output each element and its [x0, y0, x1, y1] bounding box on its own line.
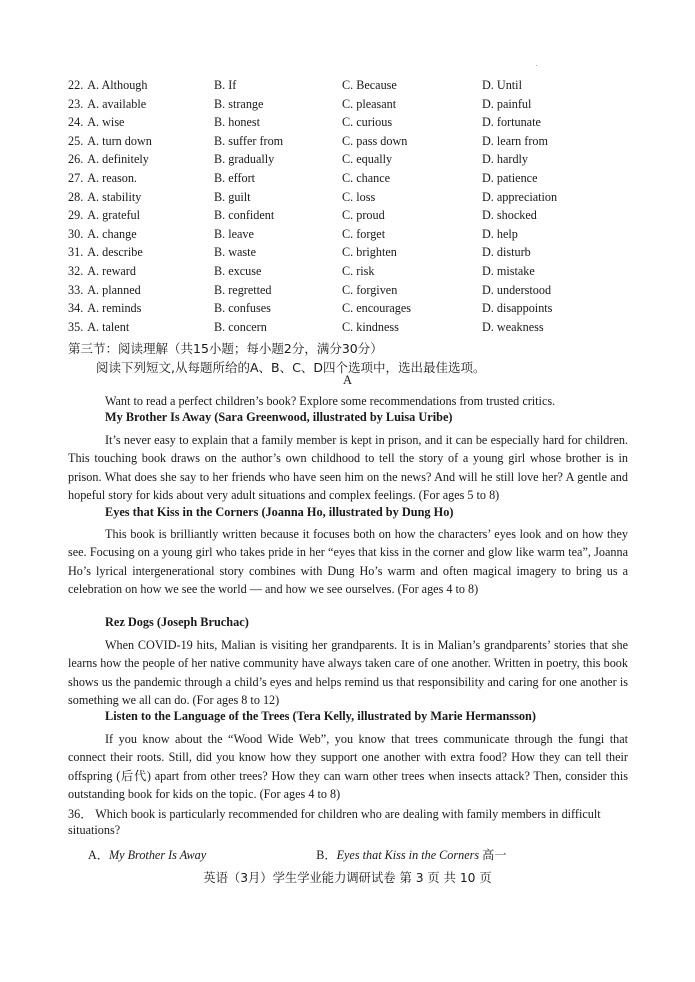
option-number: 22.	[68, 78, 84, 92]
option-b: B. If	[214, 78, 237, 92]
option-b: B. regretted	[214, 282, 272, 297]
option-number: 30.	[68, 226, 84, 241]
option-a: A. available	[87, 96, 147, 111]
option-row	[68, 262, 648, 281]
passage-letter: A	[342, 373, 353, 387]
book4-title: Listen to the Language of the Trees (Tera Kelly, illustrated by Marie Hermansson)	[105, 709, 536, 723]
option-b: B. excuse	[214, 263, 262, 278]
book3-text: When COVID-19 hits, Malian is visiting her grandparents. It is in Malian’s grandparents’ stories that she learns how the people of her native community have always taken care of one another. Written in poetry, this book shows us the pandemic through a child’s eyes and helps remind us that responsibility and caring for one another is something we all can do. (For ages 8 to 12)	[68, 638, 628, 707]
option-row	[68, 113, 648, 132]
option-number: 35.	[68, 319, 84, 334]
option-a: A. reward	[87, 263, 136, 278]
option-number: 28.	[68, 189, 84, 204]
book4-text: If you know about the “Wood Wide Web”, you know that trees communicate through the fungi that connect their roots. Still, did you know how they support one another with extra food? How they can tell their offspring (后代) apart from other trees? How they can warn other trees when insects attack? Then, consider this outstanding book for kids on the topic. (For ages 4 to 8)	[68, 732, 628, 801]
option-d: D. Until	[482, 78, 522, 92]
section-instruction: 阅读下列短文,从每题所给的A、B、C、D四个选项中，选出最佳选项。	[96, 360, 486, 375]
option-number-and-a	[68, 299, 214, 318]
option-b: B. honest	[214, 115, 261, 130]
page-dot: .	[536, 62, 538, 68]
option-row	[68, 281, 648, 300]
option-number-and-a	[68, 225, 214, 244]
option-number-and-a	[68, 95, 214, 114]
option-a: A. turn down	[87, 133, 152, 148]
option-c: C. pass down	[342, 133, 408, 148]
option-b: B. guilt	[214, 189, 251, 204]
question-36-options	[88, 846, 507, 863]
option-d: D. hardly	[482, 152, 529, 167]
option-d: D. painful	[482, 96, 532, 111]
option-d: D. fortunate	[482, 115, 541, 130]
option-number: 27.	[68, 170, 84, 185]
option-a: A. planned	[87, 282, 141, 297]
option-c: C. encourages	[342, 301, 412, 316]
option-b-label: B．	[316, 848, 337, 862]
option-d: D. disappoints	[482, 301, 553, 316]
option-a: A. reminds	[87, 301, 142, 316]
option-a-label: A．	[88, 848, 109, 862]
option-number-and-a	[68, 262, 214, 281]
option-d: D. patience	[482, 170, 538, 185]
option-d: D. understood	[482, 282, 552, 297]
option-c: C. kindness	[342, 319, 399, 334]
book3-title: Rez Dogs (Joseph Bruchac)	[105, 615, 249, 629]
option-b: B. effort	[214, 170, 256, 185]
option-number-and-a	[68, 76, 214, 95]
option-row	[68, 95, 648, 114]
option-c: C. forgiven	[342, 282, 398, 297]
option-d: D. mistake	[482, 263, 535, 278]
option-number-and-a	[68, 188, 214, 207]
question-text: Which book is particularly recommended for children who are dealing with family members in difficult situations?	[68, 807, 601, 837]
option-d: D. weakness	[482, 319, 544, 334]
option-c: C. pleasant	[342, 96, 397, 111]
option-d: D. help	[482, 226, 518, 241]
option-row	[68, 225, 648, 244]
book2-text: This book is brilliantly written because it focuses both on how the characters’ eyes look and on how they see. Focusing on a young girl who takes pride in her “eyes that kiss in the corner and glow like warm tea”, Joanna Ho’s lyrical intergenerational story combines with Dung Ho’s warm and often magical imagery to bring us a celebration on how we see the world — and how we see ourselves. (For ages 4 to 8)	[68, 527, 628, 596]
option-number-and-a	[68, 206, 214, 225]
option-row	[68, 299, 648, 318]
option-number: 34.	[68, 301, 84, 316]
option-d: D. learn from	[482, 133, 548, 148]
question-36	[68, 806, 628, 838]
option-row	[68, 132, 648, 151]
option-number: 33.	[68, 282, 84, 297]
option-b: B. suffer from	[214, 133, 284, 148]
book1-title: My Brother Is Away (Sara Greenwood, illustrated by Luisa Uribe)	[105, 410, 453, 424]
passage-intro: Want to read a perfect children’s book? Explore some recommendations from trusted critics.	[105, 394, 556, 408]
option-row	[68, 150, 648, 169]
book1-text: It’s never easy to explain that a family member is kept in prison, and it can be especially hard for children. This touching book draws on the author’s own childhood to tell the story of a young girl whose brother is in prison. What does she say to her friends who have seen him on the news? And will he still love her? A gentle and hopeful story for kids about very adult situations and complex feelings. (For ages 5 to 8)	[68, 433, 628, 502]
option-number-and-a	[68, 318, 214, 337]
option-b: B. strange	[214, 96, 264, 111]
option-number-and-a	[68, 132, 214, 151]
option-c: C. risk	[342, 263, 375, 278]
option-row	[68, 169, 648, 188]
page-footer: 英语（3月）学生学业能力调研试卷 第 3 页 共 10 页	[203, 871, 492, 885]
cloze-options-table	[68, 76, 648, 336]
option-c: C. loss	[342, 189, 376, 204]
book2-title: Eyes that Kiss in the Corners (Joanna Ho, illustrated by Dung Ho)	[105, 505, 454, 519]
grade-label: 高一	[482, 848, 507, 862]
option-row	[68, 318, 648, 337]
option-number: 26.	[68, 152, 84, 167]
question-number: 36．	[68, 807, 93, 821]
option-c: C. equally	[342, 152, 393, 167]
option-a: A. talent	[87, 319, 130, 334]
option-number: 24.	[68, 115, 84, 130]
option-number: 31.	[68, 245, 84, 260]
option-number: 23.	[68, 96, 84, 111]
option-number-and-a	[68, 281, 214, 300]
option-b: B. leave	[214, 226, 254, 241]
option-number-and-a	[68, 243, 214, 262]
option-row	[68, 243, 648, 262]
option-c: C. chance	[342, 170, 391, 185]
option-b: B. confident	[214, 208, 275, 223]
option-number-and-a	[68, 150, 214, 169]
option-number-and-a	[68, 169, 214, 188]
option-c: C. forget	[342, 226, 386, 241]
option-d: D. appreciation	[482, 189, 558, 204]
option-d: D. shocked	[482, 208, 537, 223]
option-b: B. confuses	[214, 301, 271, 316]
option-number: 32.	[68, 263, 84, 278]
option-a: A. stability	[87, 189, 142, 204]
option-a: A. wise	[87, 115, 125, 130]
option-d: D. disturb	[482, 245, 531, 260]
option-c: C. Because	[342, 78, 397, 92]
option-a: A. reason.	[87, 170, 137, 185]
option-row	[68, 76, 648, 95]
section-heading: 第三节：阅读理解（共15小题；每小题2分，满分30分）	[68, 341, 383, 356]
option-a: A. describe	[87, 245, 143, 260]
option-b: B. concern	[214, 319, 267, 334]
option-a: A. change	[87, 226, 137, 241]
option-a: A. definitely	[87, 152, 149, 167]
option-c: C. brighten	[342, 245, 397, 260]
option-number: 25.	[68, 133, 84, 148]
option-c: C. proud	[342, 208, 385, 223]
option-number: 29.	[68, 208, 84, 223]
option-b: B. waste	[214, 245, 256, 260]
option-c: C. curious	[342, 115, 393, 130]
option-b-text: Eyes that Kiss in the Corners	[336, 848, 480, 862]
option-a-text: My Brother Is Away	[109, 848, 207, 862]
option-b: B. gradually	[214, 152, 275, 167]
option-row	[68, 206, 648, 225]
option-a: A. Although	[87, 78, 148, 92]
option-row	[68, 188, 648, 207]
option-number-and-a	[68, 113, 214, 132]
option-a: A. grateful	[87, 208, 141, 223]
